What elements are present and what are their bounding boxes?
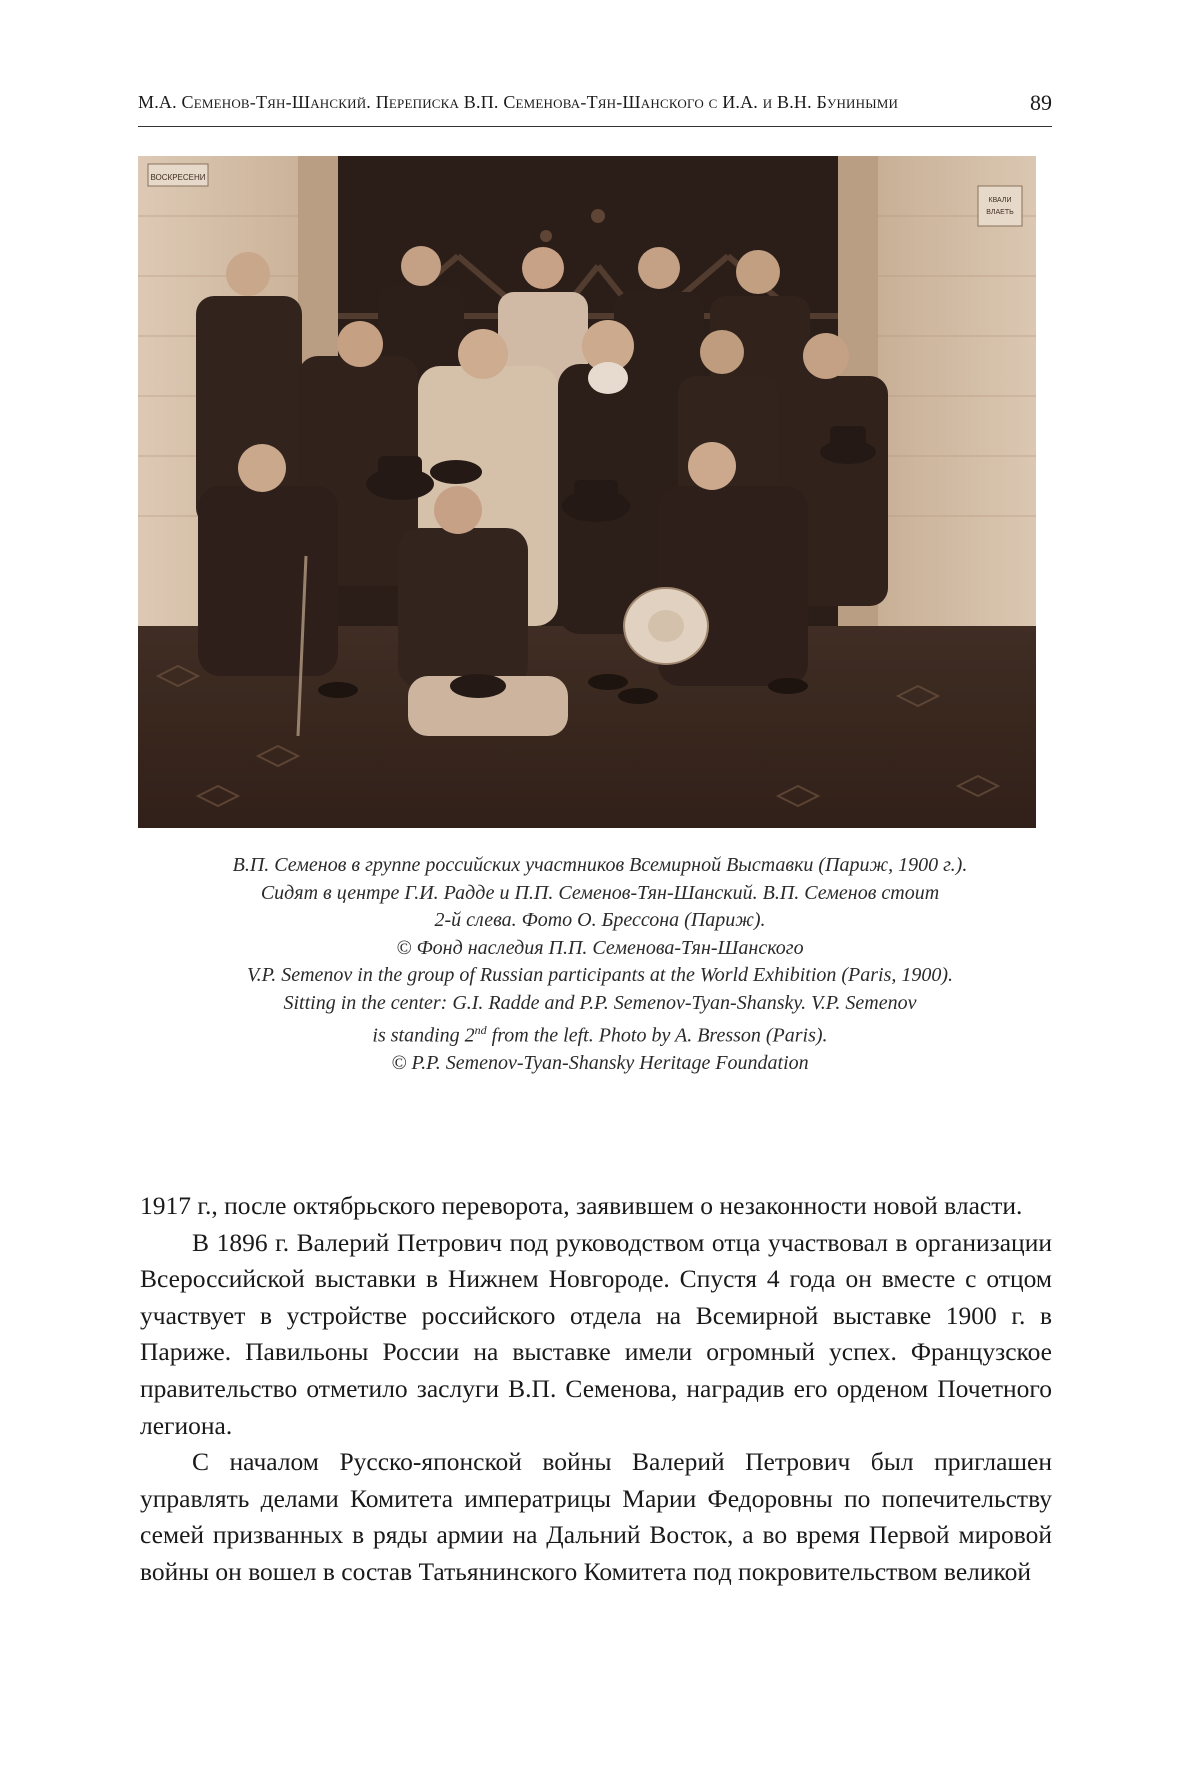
group-photograph <box>138 156 1036 828</box>
page-number: 89 <box>1030 90 1052 115</box>
caption-ru-line-3: 2-й слева. Фото О. Брессона (Париж). <box>434 909 766 931</box>
caption-en-line-1: V.P. Semenov in the group of Russian participants at the World Exhibition (Paris, 1900). <box>246 964 954 986</box>
caption-en-line-3 <box>100 1017 1100 1050</box>
caption-ru-line-4: © Фонд наследия П.П. Семенова-Тян-Шанского <box>396 936 804 959</box>
paragraph-3: С началом Русско-японской войны Валерий Петрович был приглашен управлять делами Комитета императрицы Марии Федоровны по попечительству семей призванных в ряды армии на Дальний Восток, а во время Первой мировой войны он вошел в состав Татьянинского Комитета под покровительством великой <box>140 1447 1052 1586</box>
caption-en-line-2: Sitting in the center: G.I. Radde and P.P. Semenov-Tyan-Shansky. V.P. Semenov <box>283 991 917 1014</box>
figure-caption <box>100 852 1100 1078</box>
right-wall-sign-text-1: КВАЛИ <box>988 197 1012 204</box>
right-wall-sign-text-2: ВЛАЕТЬ <box>986 209 1014 216</box>
caption-en-line-3-end: from the left. Photo by A. Bresson (Paris). <box>486 1024 828 1047</box>
running-head-title: М.А. Семенов-Тян-Шанский. Переписка В.П. Семенова-Тян-Шанского с И.А. и В.Н. Буниными <box>138 92 899 112</box>
paragraph-2: В 1896 г. Валерий Петрович под руководством отца участвовал в организации Всероссийской выставки в Нижнем Новгороде. Спустя 4 года он вместе с отцом участвует в устройстве российского отдела на Всемирной выставке 1900 г. в Париже. Павильоны России на выставке имели огромный успех. Французское правительство отметило заслуги В.П. Семенова, наградив его орденом Почетного легиона. <box>140 1227 1052 1440</box>
running-header <box>138 86 1052 127</box>
paragraph-1: 1917 г., после октябрьского переворота, заявившем о незаконности новой власти. <box>140 1191 1023 1220</box>
photo-illustration <box>138 156 1036 828</box>
left-wall-sign-text: ВОСКРЕСЕНИ <box>150 173 206 182</box>
body-text <box>140 1188 1052 1591</box>
caption-ru-line-2: Сидят в центре Г.И. Радде и П.П. Семенов-Тян-Шанский. В.П. Семенов стоит <box>260 881 940 904</box>
caption-ru-line-1: В.П. Семенов в группе российских участников Всемирной Выставки (Париж, 1900 г.). <box>232 854 968 876</box>
caption-en-ordinal-suffix: nd <box>474 1023 487 1037</box>
caption-en-line-4: © P.P. Semenov-Tyan-Shansky Heritage Foundation <box>391 1052 809 1075</box>
caption-en-line-3-start: is standing 2 <box>372 1024 475 1047</box>
